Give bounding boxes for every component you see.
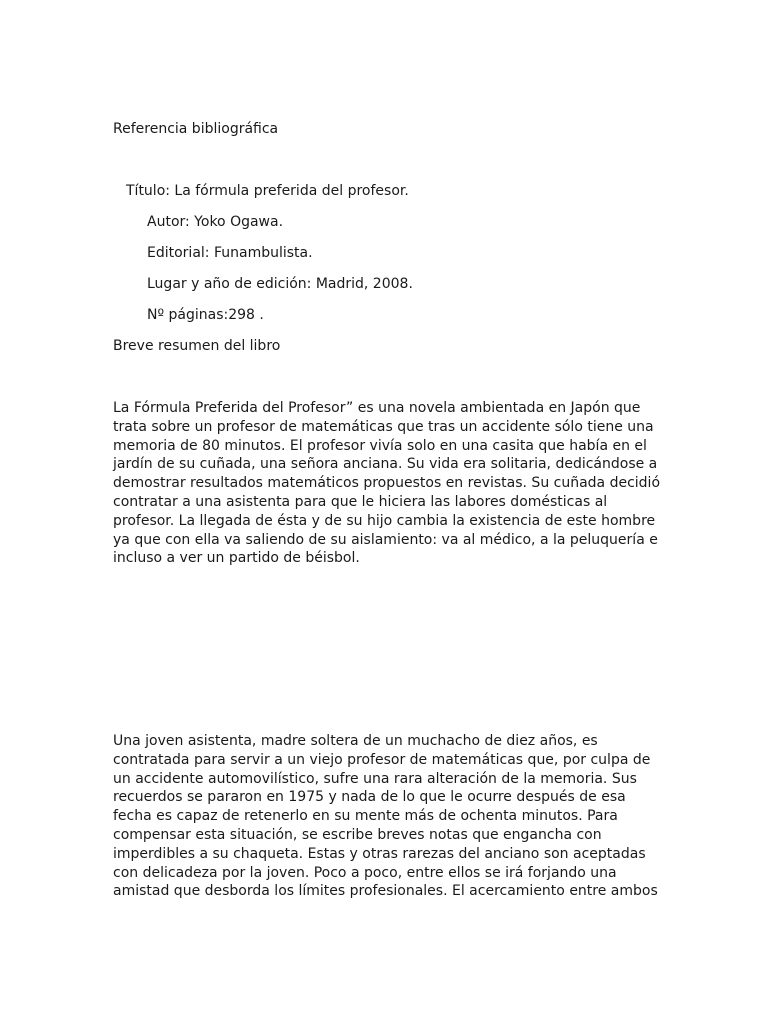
paragraph-line: un accidente automovilístico, sufre una rara alteración de la memoria. Sus bbox=[113, 770, 637, 787]
paragraph-line: compensar esta situación, se escribe breves notas que engancha con bbox=[113, 826, 602, 843]
paragraph-line: demostrar resultados matemáticos propuestos en revistas. Su cuñada decidió bbox=[113, 475, 661, 492]
paragraph-line: con delicadeza por la joven. Poco a poco, entre ellos se irá forjando una bbox=[113, 864, 617, 881]
summary-heading: Breve resumen del libro bbox=[113, 338, 281, 354]
paragraph-line: profesor. La llegada de ésta y de su hijo cambia la existencia de este hombre bbox=[113, 512, 656, 529]
paragraph-line: trata sobre un profesor de matemáticas que tras un accidente sólo tiene una bbox=[113, 418, 654, 435]
summary-paragraph-1 bbox=[113, 399, 661, 568]
author-field: Autor: Yoko Ogawa. bbox=[147, 214, 284, 230]
summary-paragraph-2 bbox=[113, 732, 658, 901]
paragraph-line: incluso a ver un partido de béisbol. bbox=[113, 550, 360, 567]
paragraph-line: jardín de su cuñada, una señora anciana. Su vida era solitaria, dedicándose a bbox=[113, 456, 658, 473]
reference-heading: Referencia bibliográfica bbox=[113, 121, 279, 137]
paragraph-line: contratar a una asistenta para que le hiciera las labores domésticas al bbox=[113, 493, 608, 510]
paragraph-line: recuerdos se pararon en 1975 y nada de lo que le ocurre después de esa bbox=[113, 789, 626, 806]
paragraph-line: imperdibles a su chaqueta. Estas y otras rarezas del anciano son aceptadas bbox=[113, 845, 646, 862]
place-year-field: Lugar y año de edición: Madrid, 2008. bbox=[147, 276, 413, 292]
paragraph-line: Una joven asistenta, madre soltera de un muchacho de diez años, es bbox=[113, 733, 598, 749]
paragraph-line: contratada para servir a un viejo profesor de matemáticas que, por culpa de bbox=[113, 751, 651, 768]
paragraph-line: fecha es capaz de retenerlo en su mente más de ochenta minutos. Para bbox=[113, 808, 618, 825]
paragraph-line: memoria de 80 minutos. El profesor vivía solo en una casita que había en el bbox=[113, 437, 647, 454]
paragraph-line: amistad que desborda los límites profesionales. El acercamiento entre ambos bbox=[113, 883, 658, 900]
book-title-field: Título: La fórmula preferida del profesor. bbox=[126, 183, 409, 199]
publisher-field: Editorial: Funambulista. bbox=[147, 245, 313, 261]
paragraph-line: ya que con ella va saliendo de su aislamiento: va al médico, a la peluquería e bbox=[113, 531, 658, 548]
paragraph-line: La Fórmula Preferida del Profesor” es una novela ambientada en Japón que bbox=[113, 400, 641, 416]
page-count-field: Nº páginas:298 . bbox=[147, 307, 264, 323]
